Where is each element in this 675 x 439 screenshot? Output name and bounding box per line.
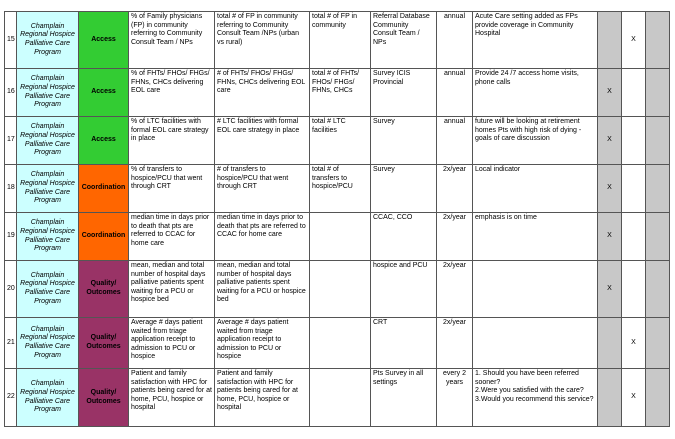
frequency-cell: 2x/year	[437, 261, 473, 318]
category-cell: Quality/ Outcomes	[79, 369, 129, 427]
table-row	[5, 261, 670, 318]
mark-cell-b	[622, 261, 646, 318]
denominator-cell: total # of FP in community	[310, 12, 371, 69]
mark-cell-b: X	[622, 369, 646, 427]
program-cell: Champlain Regional Hospice Palliative Care Program	[17, 261, 79, 318]
table-row	[5, 117, 670, 165]
table-row	[5, 369, 670, 427]
notes-cell	[473, 318, 598, 369]
numerator-cell: Average # days patient waited from triage application receipt to admission to PCU or hospice	[215, 318, 310, 369]
mark-cell-c	[646, 69, 670, 117]
mark-cell-c	[646, 213, 670, 261]
notes-cell	[473, 261, 598, 318]
indicator-cell: mean, median and total number of hospital days palliative patients spent waiting for a PCU or hospice bed	[129, 261, 215, 318]
mark-cell-c	[646, 117, 670, 165]
table-row	[5, 69, 670, 117]
indicator-cell: % of transfers to hospice/PCU that went through CRT	[129, 165, 215, 213]
row-number: 19	[5, 213, 17, 261]
denominator-cell: total # of transfers to hospice/PCU	[310, 165, 371, 213]
program-cell: Champlain Regional Hospice Palliative Care Program	[17, 69, 79, 117]
program-cell: Champlain Regional Hospice Palliative Care Program	[17, 165, 79, 213]
numerator-cell: # LTC facilities with formal EOL care strategy in place	[215, 117, 310, 165]
source-cell: Survey ICIS Provincial	[371, 69, 437, 117]
category-cell: Access	[79, 12, 129, 69]
indicator-cell: median time in days prior to death that pts are referred to CCAC for home care	[129, 213, 215, 261]
mark-cell-b	[622, 69, 646, 117]
category-cell: Coordination	[79, 213, 129, 261]
source-cell: Pts Survey in all settings	[371, 369, 437, 427]
mark-cell-a	[598, 12, 622, 69]
source-cell: Survey	[371, 117, 437, 165]
source-cell: hospice and PCU	[371, 261, 437, 318]
table-row	[5, 213, 670, 261]
program-cell: Champlain Regional Hospice Palliative Care Program	[17, 213, 79, 261]
program-cell: Champlain Regional Hospice Palliative Care Program	[17, 369, 79, 427]
row-number: 22	[5, 369, 17, 427]
mark-cell-a: X	[598, 117, 622, 165]
frequency-cell: annual	[437, 69, 473, 117]
mark-cell-a	[598, 369, 622, 427]
denominator-cell	[310, 213, 371, 261]
notes-cell: Local indicator	[473, 165, 598, 213]
indicator-cell: Average # days patient waited from triage application receipt to admission to PCU or hospice	[129, 318, 215, 369]
numerator-cell: # of transfers to hospice/PCU that went through CRT	[215, 165, 310, 213]
indicator-table	[4, 11, 670, 427]
mark-cell-a	[598, 318, 622, 369]
frequency-cell: 2x/year	[437, 213, 473, 261]
frequency-cell: every 2 years	[437, 369, 473, 427]
row-number: 20	[5, 261, 17, 318]
mark-cell-a: X	[598, 165, 622, 213]
numerator-cell: total # of FP in community referring to Community Consult Team /NPs (urban vs rural)	[215, 12, 310, 69]
mark-cell-b: X	[622, 12, 646, 69]
source-cell: Survey	[371, 165, 437, 213]
row-number: 17	[5, 117, 17, 165]
indicator-cell: Patient and family satisfaction with HPC for patients being cared for at home, PCU, hospice or hospital	[129, 369, 215, 427]
notes-cell: Provide 24 /7 access home visits, phone calls	[473, 69, 598, 117]
table-row	[5, 12, 670, 69]
mark-cell-c	[646, 369, 670, 427]
mark-cell-a: X	[598, 261, 622, 318]
notes-cell: 1. Should you have been referred sooner? 2.Were you satisfied with the care? 3.Would you recommend this service?	[473, 369, 598, 427]
program-cell: Champlain Regional Hospice Palliative Care Program	[17, 318, 79, 369]
indicator-cell: % of FHTs/ FHOs/ FHGs/ FHNs, CHCs delivering EOL care	[129, 69, 215, 117]
frequency-cell: 2x/year	[437, 318, 473, 369]
mark-cell-b	[622, 165, 646, 213]
source-cell: CRT	[371, 318, 437, 369]
source-cell: CCAC, CCO	[371, 213, 437, 261]
category-cell: Access	[79, 117, 129, 165]
notes-cell: Acute Care setting added as FPs provide coverage in Community Hospital	[473, 12, 598, 69]
denominator-cell: total # of FHTs/ FHOs/ FHGs/ FHNs, CHCs	[310, 69, 371, 117]
frequency-cell: annual	[437, 117, 473, 165]
row-number: 16	[5, 69, 17, 117]
indicator-cell: % of LTC facilities with formal EOL care strategy in place	[129, 117, 215, 165]
mark-cell-b: X	[622, 318, 646, 369]
table-row	[5, 318, 670, 369]
notes-cell: future will be looking at retirement homes Pts with high risk of dying - goals of care discussion	[473, 117, 598, 165]
program-cell: Champlain Regional Hospice Palliative Care Program	[17, 117, 79, 165]
mark-cell-c	[646, 12, 670, 69]
source-cell: Referral Database Community Consult Team / NPs	[371, 12, 437, 69]
frequency-cell: annual	[437, 12, 473, 69]
row-number: 21	[5, 318, 17, 369]
mark-cell-a: X	[598, 69, 622, 117]
row-number: 18	[5, 165, 17, 213]
category-cell: Coordination	[79, 165, 129, 213]
category-cell: Quality/ Outcomes	[79, 318, 129, 369]
numerator-cell: Patient and family satisfaction with HPC for patients being cared for at home, PCU, hospice or hospital	[215, 369, 310, 427]
mark-cell-c	[646, 261, 670, 318]
mark-cell-c	[646, 318, 670, 369]
mark-cell-c	[646, 165, 670, 213]
numerator-cell: mean, median and total number of hospital days palliative patients spent waiting for a PCU or hospice bed	[215, 261, 310, 318]
category-cell: Quality/ Outcomes	[79, 261, 129, 318]
frequency-cell: 2x/year	[437, 165, 473, 213]
denominator-cell	[310, 369, 371, 427]
program-cell: Champlain Regional Hospice Palliative Care Program	[17, 12, 79, 69]
mark-cell-b	[622, 117, 646, 165]
numerator-cell: # of FHTs/ FHOs/ FHGs/ FHNs, CHCs delivering EOL care	[215, 69, 310, 117]
denominator-cell	[310, 318, 371, 369]
mark-cell-b	[622, 213, 646, 261]
table-row	[5, 165, 670, 213]
row-number: 15	[5, 12, 17, 69]
numerator-cell: median time in days prior to death that pts are referred to CCAC for home care	[215, 213, 310, 261]
indicator-cell: % of Family physicians (FP) in community referring to Community Consult Team / NPs	[129, 12, 215, 69]
denominator-cell	[310, 261, 371, 318]
mark-cell-a: X	[598, 213, 622, 261]
category-cell: Access	[79, 69, 129, 117]
notes-cell: emphasis is on time	[473, 213, 598, 261]
denominator-cell: total # LTC facilities	[310, 117, 371, 165]
